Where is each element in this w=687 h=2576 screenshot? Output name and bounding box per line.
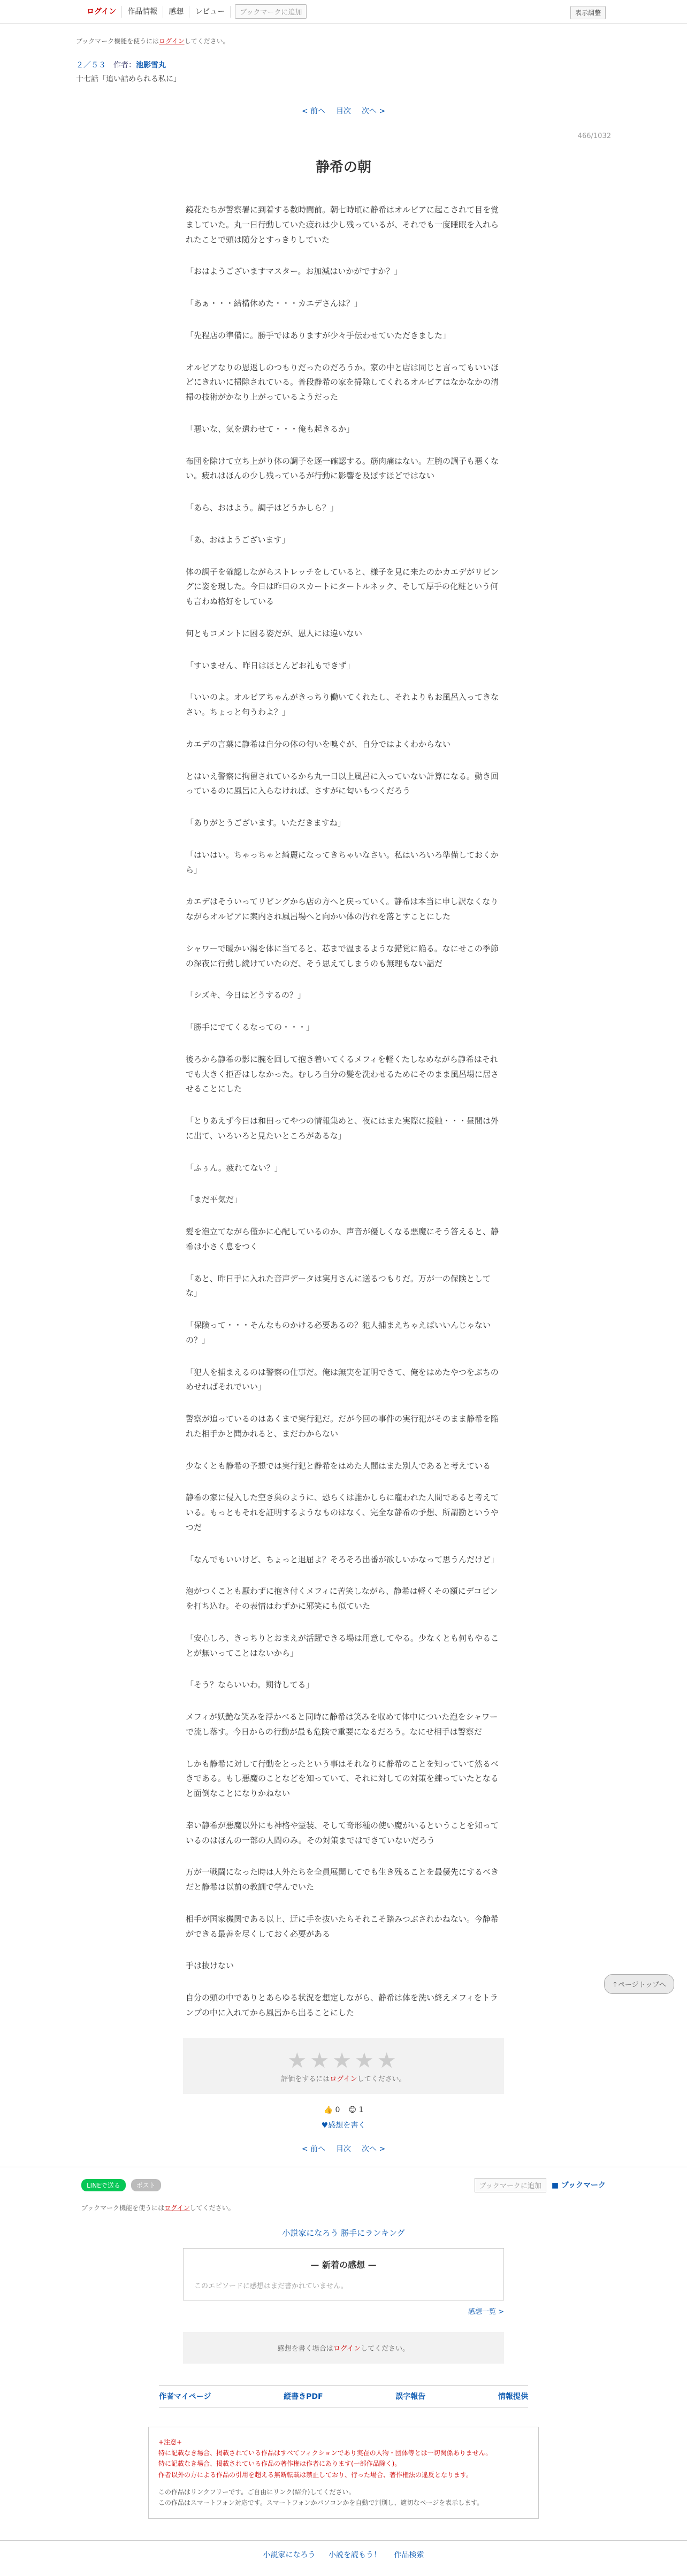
toc-link[interactable]: 目次 xyxy=(336,107,351,116)
ranking-link[interactable]: 小説家になろう 勝手にランキング xyxy=(282,2228,405,2238)
body-paragraph: 布団を除けて立ち上がり体の調子を逐一確認する。筋肉痛はない。左腕の調子も悪くない。疲れはほんの少し残っているが行動に影響を及ぼすほどではない xyxy=(186,456,499,481)
body-paragraph: 静希の家に侵入した空き巣のように、恐らくは誰かしらに雇われた人間であると考えている。もっともそれを証明するようなものはなく、完全な静希の予想、所謂勘というやつだ xyxy=(186,1493,499,1532)
footer-links xyxy=(159,2385,528,2407)
body-paragraph: 「そう？ならいいわ。期待してる」 xyxy=(186,1680,314,1690)
body-paragraph: カエデはそういってリビングから店の方へと戻っていく。静希は本当に申し訳なくなりながらオルビアに案内され風呂場へと向かい体の汚れを落とすことにした xyxy=(186,897,499,921)
caution-note: この作品はリンクフリーです。ご自由にリンク(紹介)してください。 この作品はスマートフォン対応です。スマートフォンかパソコンかを自動で判別し、適切なページを表示します。 xyxy=(158,2488,484,2507)
new-impressions-box xyxy=(183,2248,504,2300)
rating-note: 評価をするにはログインしてください。 xyxy=(281,2075,406,2083)
body-paragraph: 自分の頭の中でありとあらゆる状況を想定しながら、静希は体を洗い終えメフィをトランプの中に入れてから風呂から出ることにした xyxy=(186,1993,498,2017)
bookmark-add-button[interactable]: ブックマークに追加 xyxy=(235,4,307,19)
body-paragraph: 「安心しろ、きっちりとおまえが活躍できる場は用意してやる。少なくとも何もやることが無いってことはないから」 xyxy=(186,1633,499,1658)
narou-link[interactable]: 小説家になろう xyxy=(263,2550,316,2559)
bookmark-link[interactable]: ■ ブックマーク xyxy=(551,2181,606,2190)
body-paragraph: 「はいはい。ちゃっちゃと綺麗になってきちゃいなさい。私はいろいろ準備しておくから」 xyxy=(186,850,499,875)
episode-title: 静希の朝 xyxy=(315,159,371,175)
caution-box xyxy=(148,2427,539,2519)
body-paragraph: 鏡花たちが警察署に到着する数時間前。朝七時頃に静希はオルビアに起こされて目を覚ましていた。丸一日行動していた疲れは少し残っているが、それでも一度睡眠を入れられたことで頭は随分とすっきりしていた xyxy=(186,205,499,244)
new-impressions-heading: — 新着の感想 — xyxy=(310,2259,377,2270)
body-paragraph: 「おはようございますマスター。お加減はいかがですか？」 xyxy=(186,266,402,277)
author-mypage-link[interactable]: 作者マイページ xyxy=(159,2392,211,2401)
body-paragraph: 警察が追っているのはあくまで実行犯だ。だが今回の事件の実行犯がそのまま静希を陥れた相手かと聞かれると、まだわからない xyxy=(186,1414,499,1439)
body-paragraph: 「勝手にでてくるなっての・・・」 xyxy=(186,1022,315,1032)
body-paragraph: 「犯人を捕まえるのは警察の仕事だ。俺は無実を証明できて、俺をはめたやつをぶちのめせればそれでいい」 xyxy=(186,1367,499,1392)
series-info: ２／５３ 作者：池影雪丸 xyxy=(76,61,166,70)
rating-stars[interactable]: ★★★★★ xyxy=(287,2048,400,2073)
x-post-button[interactable]: ポスト xyxy=(131,2179,161,2191)
page-top-button[interactable]: ↑ページトップへ xyxy=(604,1974,674,1994)
body-paragraph: 「あぁ・・・結構休めた・・・カエデさんは？」 xyxy=(186,299,362,308)
body-paragraph: 「なんでもいいけど、ちょっと退屈よ？そろそろ出番が欲しいかなって思うんだけど」 xyxy=(186,1554,499,1564)
chapter-title: 十七話「追い詰められる私に」 xyxy=(76,75,181,83)
caution-line: 特に記載なき場合、掲載されている作品はすべてフィクションであり実在の人物・団体等とは一切関係ありません。 xyxy=(158,2449,492,2457)
write-impression-link[interactable]: ♥感想を書く xyxy=(321,2121,366,2130)
next-link-bottom[interactable]: 次へ > xyxy=(362,2144,386,2153)
bookmark-add-button-bottom[interactable]: ブックマークに追加 xyxy=(475,2178,546,2192)
info-provide-link[interactable]: 情報提供 xyxy=(498,2392,528,2401)
body-paragraph: 「いいのよ。オルビアちゃんがきっちり働いてくれたし、それよりもお風呂入ってきなさい。ちょっと匂うわよ？」 xyxy=(186,692,499,717)
notice-login-link-bottom[interactable]: ログイン xyxy=(164,2204,190,2212)
series-number[interactable]: ２／５３ xyxy=(76,61,106,70)
top-nav xyxy=(0,0,687,24)
works-info-link[interactable]: 作品情報 xyxy=(122,6,163,18)
display-settings-button[interactable]: 表示調整 xyxy=(570,6,606,19)
body-paragraph: 「ふぅん。疲れてない？」 xyxy=(186,1163,283,1173)
typo-report-link[interactable]: 誤字報告 xyxy=(395,2392,426,2401)
caution-heading: +注意+ xyxy=(158,2438,182,2446)
impressions-list-link[interactable]: 感想一覧 > xyxy=(468,2307,504,2316)
prev-link[interactable]: < 前へ xyxy=(301,107,325,116)
body-paragraph: 相手が国家機関である以上、迂に手を抜いたらそれこそ踏みつぶされかねない。今静希ができる最善を尽くしておく必要がある xyxy=(186,1914,499,1939)
body-paragraph: カエデの言葉に静希は自分の体の匂いを嗅ぐが、自分ではよくわからない xyxy=(186,739,451,749)
page-number: 466/1032 xyxy=(577,132,611,140)
reactions xyxy=(0,2106,687,2114)
body-paragraph: 手は抜けない xyxy=(186,1961,234,1971)
rating-login-link[interactable]: ログイン xyxy=(330,2075,357,2083)
impressions-link[interactable]: 感想 xyxy=(163,6,189,18)
body-paragraph: 後ろから静希の影に腕を回して抱き着いてくるメフィを軽くたしなめながら静希はそれでも大きく拒否はしなかった。むしろ自分の髪を洗わせるためにそのまま風呂場に居させることにした xyxy=(186,1054,499,1094)
line-share-button[interactable]: LINEで送る xyxy=(81,2179,126,2191)
smile-reaction[interactable]: 😊 1 xyxy=(348,2105,364,2114)
bookmark-notice-bottom: ブックマーク機能を使うにはログインしてください。 xyxy=(81,2204,235,2212)
body-paragraph: 「ありがとうございます。いただきますね」 xyxy=(186,818,346,828)
toc-link-bottom[interactable]: 目次 xyxy=(336,2144,351,2153)
episode-body xyxy=(186,203,501,2021)
bottom-nav xyxy=(0,2540,687,2576)
body-paragraph: 髪を泡立てながら僅かに心配しているのか、声音が優しくなる悪魔にそう答えると、静希は小さく息をつく xyxy=(186,1227,499,1251)
bookmark-notice: ブックマーク機能を使うにはログインしてください。 xyxy=(76,37,230,45)
pager-bottom xyxy=(0,2143,687,2154)
vertical-pdf-link[interactable]: 縦書きPDF xyxy=(284,2392,323,2401)
body-paragraph: 「あと、昨日手に入れた音声データは実月さんに送るつもりだ。万が一の保険としてな」 xyxy=(186,1273,491,1298)
body-paragraph: 「シズキ、今日はどうするの？」 xyxy=(186,990,306,1000)
body-paragraph: とはいえ警察に拘留されているから丸一日以上風呂に入っていない計算になる。動き回っているのに風呂に入らなければ、さすがに匂いもつくだろう xyxy=(186,771,499,796)
body-paragraph: 万が一戦闘になった時は人外たちを全員展開してでも生き残ることを最優先にするべきだと静希は以前の教訓で学んでいた xyxy=(186,1867,499,1892)
impression-form-box: 感想を書く場合はログインしてください。 xyxy=(183,2332,504,2364)
author-link[interactable]: 池影雪丸 xyxy=(136,61,166,70)
rating-box xyxy=(183,2038,504,2094)
next-link[interactable]: 次へ > xyxy=(362,107,386,116)
notice-login-link[interactable]: ログイン xyxy=(159,37,185,45)
body-paragraph: 「あ、おはようございます」 xyxy=(186,534,290,545)
body-paragraph: メフィが妖艶な笑みを浮かべると同時に静希は笑みを収めて体中についた泡をシャワーで流し落す。今日からの行動が最も危険で重要になるだろう。なにせ相手は警察だ xyxy=(186,1712,498,1737)
body-paragraph: 体の調子を確認しながらストレッチをしていると、様子を見に来たのかカエデがリビングに姿を現した。今日は昨日のスカートにタートルネック、そして厚手の化粧という何も言わぬ格好をしている xyxy=(186,567,499,606)
body-paragraph: 「とりあえず今日は和田ってやつの情報集めと、夜にはまた実際に接触・・・昼間は外に出て、いろいろと見たいところがあるな」 xyxy=(186,1116,499,1141)
body-paragraph: しかも静希に対して行動をとったという事はそれなりに静希のことを知っていて然るべきである。もし悪魔のことなどを知っていて、それに対しての対策を練っていたとなると面倒なことになりかねない xyxy=(186,1759,499,1798)
body-paragraph: 「保険って・・・そんなものかける必要あるの？犯人捕まえちゃえばいいんじゃないの？」 xyxy=(186,1320,491,1345)
body-paragraph: 「悪いな、気を遣わせて・・・俺も起きるか」 xyxy=(186,424,355,434)
no-impressions-text: このエピソードに感想はまだ書かれていません。 xyxy=(194,2282,348,2290)
impression-login-link[interactable]: ログイン xyxy=(333,2344,361,2353)
body-paragraph: シャワーで暖かい湯を体に当てると、芯まで温まるような錯覚に陥る。なにせこの季節の深夜に行動し続けていたのだ、そう思えてしまうのも無理もない話だ xyxy=(186,943,499,968)
share-bar xyxy=(81,2178,606,2192)
caution-line: 特に記載なき場合、掲載されている作品の著作権は作者にあります(一部作品除く)。 xyxy=(158,2460,401,2468)
login-link[interactable]: ログイン xyxy=(81,6,122,18)
body-paragraph: 幸い静希が悪魔以外にも神格や霊装、そして奇形種の使い魔がいるということを知っているのはほんの一部の人間のみ。その対策まではできていないだろう xyxy=(186,1820,499,1845)
review-link[interactable]: レビュー xyxy=(189,6,231,18)
pager-top xyxy=(76,105,611,116)
caution-line: 作者以外の方による作品の引用を超える無断転載は禁止しており、行った場合、著作権法の違反となります。 xyxy=(158,2471,473,2479)
search-link[interactable]: 作品検索 xyxy=(394,2550,424,2559)
body-paragraph: 「まだ平気だ」 xyxy=(186,1195,242,1205)
body-paragraph: 「すいません、昨日はほとんどお礼もできず」 xyxy=(186,660,355,670)
prev-link-bottom[interactable]: < 前へ xyxy=(301,2144,325,2153)
body-paragraph: オルビアなりの恩返しのつもりだったのだろうか。家の中と店は同じと言ってもいいほどにきれいに掃除されている。普段静希の家を掃除してくれるオルビアはなかなかの清掃の技術がかなり上がっているようだった xyxy=(186,362,499,402)
body-paragraph: 何ともコメントに困る姿だが、恩人には違いない xyxy=(186,628,363,638)
like-reaction[interactable]: 👍 0 xyxy=(323,2105,340,2114)
body-paragraph: 少なくとも静希の予想では実行犯と静希をはめた人間はまた別人であると考えている xyxy=(186,1461,491,1471)
body-paragraph: 「あら、おはよう。調子はどうかしら？」 xyxy=(186,503,339,513)
yomou-link[interactable]: 小説を読もう！ xyxy=(329,2550,381,2559)
body-paragraph: 泡がつくことも厭わずに抱き付くメフィに苦笑しながら、静希は軽くその額にデコピンを打ち込む。その表情はわずかに邪笑にも似ていた xyxy=(186,1586,498,1611)
body-paragraph: 「先程店の準備に。勝手ではありますが少々手伝わせていただきました」 xyxy=(186,330,451,340)
